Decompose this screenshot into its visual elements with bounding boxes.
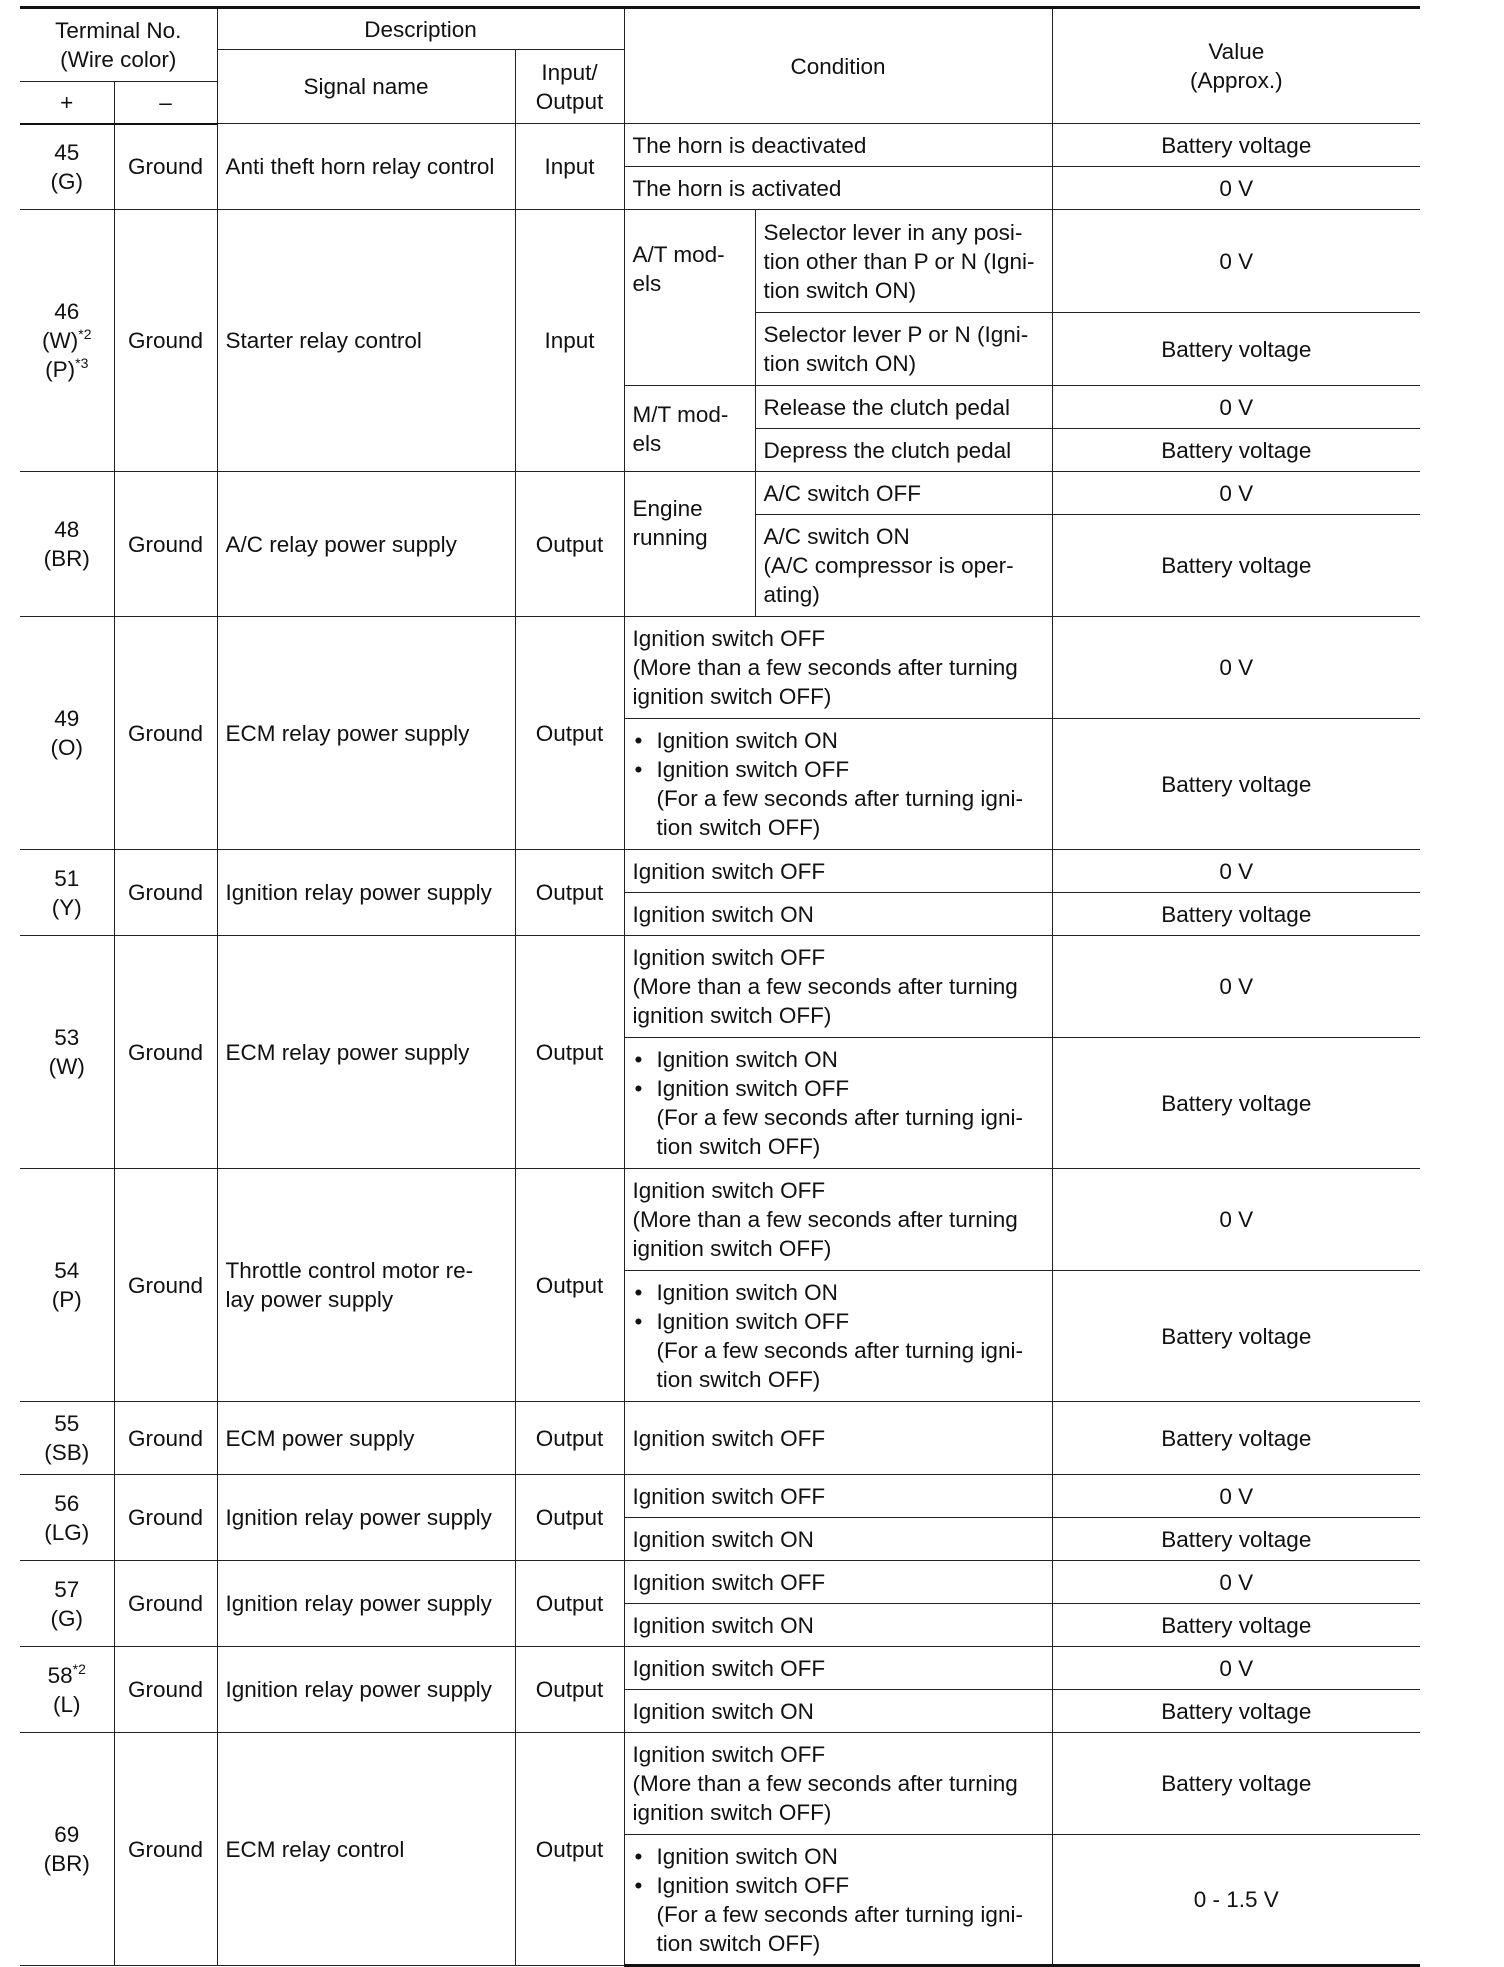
value: Battery voltage	[1052, 893, 1420, 936]
input-output: Output	[515, 1561, 624, 1647]
input-output: Input	[515, 124, 624, 210]
header-minus: –	[114, 82, 217, 124]
ground-terminal: Ground	[114, 1402, 217, 1475]
terminal-spec-document	[20, 6, 1420, 1967]
table-row	[20, 617, 1420, 719]
value: 0 V	[1052, 1475, 1420, 1518]
value: 0 V	[1052, 936, 1420, 1038]
terminal-number: 69 (BR)	[20, 1733, 114, 1966]
value: Battery voltage	[1052, 1402, 1420, 1475]
condition: Ignition switch OFF	[624, 1475, 1052, 1518]
signal-name: Ignition relay power supply	[217, 1475, 515, 1561]
signal-name: Ignition relay power supply	[217, 1561, 515, 1647]
value: 0 V	[1052, 386, 1420, 429]
signal-name: ECM power supply	[217, 1402, 515, 1475]
condition: Ignition switch OFF (More than a few seconds after turning ignition switch OFF)	[624, 1169, 1052, 1271]
table-row	[20, 1647, 1420, 1690]
value: Battery voltage	[1052, 124, 1420, 167]
condition: Ignition switch ON	[624, 1518, 1052, 1561]
input-output: Output	[515, 1733, 624, 1966]
condition: Ignition switch ON	[624, 893, 1052, 936]
wire-color: (P)	[45, 357, 76, 382]
table-row	[20, 1561, 1420, 1604]
table-row	[20, 210, 1420, 313]
signal-name: ECM relay power supply	[217, 936, 515, 1169]
condition: Ignition switch OFF	[624, 1561, 1052, 1604]
signal-name: ECM relay control	[217, 1733, 515, 1966]
header-description: Description	[217, 8, 624, 50]
list-item: • Ignition switch ON	[633, 1278, 1044, 1307]
condition: The horn is activated	[624, 167, 1052, 210]
value: Battery voltage	[1052, 429, 1420, 472]
input-output: Output	[515, 1402, 624, 1475]
ground-terminal: Ground	[114, 1561, 217, 1647]
condition: Selector lever P or N (Igni- tion switch ON)	[755, 313, 1052, 386]
terminal-number: 48 (BR)	[20, 472, 114, 617]
condition: Ignition switch ON	[624, 1604, 1052, 1647]
value: 0 V	[1052, 210, 1420, 313]
ground-terminal: Ground	[114, 472, 217, 617]
signal-name: Throttle control motor re- lay power supply	[217, 1169, 515, 1402]
terminal-number: 53 (W)	[20, 936, 114, 1169]
signal-name: Starter relay control	[217, 210, 515, 472]
value: Battery voltage	[1052, 1038, 1420, 1169]
condition: Ignition switch OFF (More than a few seconds after turning ignition switch OFF)	[624, 617, 1052, 719]
terminal-number: 57 (G)	[20, 1561, 114, 1647]
ground-terminal: Ground	[114, 210, 217, 472]
condition: Selector lever in any posi- tion other than P or N (Igni- tion switch ON)	[755, 210, 1052, 313]
condition-note: (For a few seconds after turning igni- tion switch OFF)	[656, 1105, 1023, 1159]
condition: Ignition switch OFF	[624, 1402, 1052, 1475]
condition: The horn is deactivated	[624, 124, 1052, 167]
condition: Ignition switch OFF (More than a few seconds after turning ignition switch OFF)	[624, 936, 1052, 1038]
table-row	[20, 1733, 1420, 1835]
terminal-number: 56 (LG)	[20, 1475, 114, 1561]
value: Battery voltage	[1052, 719, 1420, 850]
condition-list	[624, 719, 1052, 850]
signal-name: A/C relay power supply	[217, 472, 515, 617]
header-condition: Condition	[624, 8, 1052, 124]
list-item: • Ignition switch ON	[633, 726, 1044, 755]
value: Battery voltage	[1052, 1733, 1420, 1835]
ground-terminal: Ground	[114, 1733, 217, 1966]
condition: Ignition switch ON	[624, 1690, 1052, 1733]
value: Battery voltage	[1052, 313, 1420, 386]
list-item: • Ignition switch OFF	[633, 1307, 1044, 1336]
condition-note: (For a few seconds after turning igni- tion switch OFF)	[656, 786, 1023, 840]
input-output: Input	[515, 210, 624, 472]
value: 0 V	[1052, 1647, 1420, 1690]
condition-list	[624, 1271, 1052, 1402]
value: 0 V	[1052, 1561, 1420, 1604]
header-signal-name: Signal name	[217, 50, 515, 124]
table-row	[20, 936, 1420, 1038]
condition-list	[624, 1835, 1052, 1966]
header-input-output: Input/ Output	[515, 50, 624, 124]
value: Battery voltage	[1052, 1518, 1420, 1561]
footnote-mark: *3	[75, 355, 89, 371]
terminal-number: 55 (SB)	[20, 1402, 114, 1475]
condition: Ignition switch OFF (More than a few seconds after turning ignition switch OFF)	[624, 1733, 1052, 1835]
value: 0 V	[1052, 167, 1420, 210]
input-output: Output	[515, 850, 624, 936]
table-row	[20, 472, 1420, 515]
table-row	[20, 850, 1420, 893]
condition-group: M/T mod- els	[624, 386, 755, 472]
value: 0 V	[1052, 472, 1420, 515]
list-item: • Ignition switch ON	[633, 1045, 1044, 1074]
ground-terminal: Ground	[114, 936, 217, 1169]
terminal-number	[20, 210, 114, 472]
input-output: Output	[515, 936, 624, 1169]
wire-color: (L)	[53, 1691, 81, 1717]
signal-name: Ignition relay power supply	[217, 850, 515, 936]
table-row	[20, 1169, 1420, 1271]
ecm-terminal-table	[20, 6, 1420, 1967]
list-item: • Ignition switch ON	[633, 1842, 1044, 1871]
condition: Release the clutch pedal	[755, 386, 1052, 429]
condition: A/C switch OFF	[755, 472, 1052, 515]
ground-terminal: Ground	[114, 850, 217, 936]
condition: Depress the clutch pedal	[755, 429, 1052, 472]
signal-name: Anti theft horn relay control	[217, 124, 515, 210]
footnote-mark: *2	[72, 1660, 86, 1677]
value: Battery voltage	[1052, 515, 1420, 617]
condition-list	[624, 1038, 1052, 1169]
condition-note: (For a few seconds after turning igni- tion switch OFF)	[656, 1901, 1023, 1956]
terminal-number	[20, 1647, 114, 1733]
ground-terminal: Ground	[114, 1647, 217, 1733]
value: Battery voltage	[1052, 1604, 1420, 1647]
list-item: • Ignition switch OFF	[633, 1871, 1044, 1900]
value: 0 V	[1052, 850, 1420, 893]
input-output: Output	[515, 617, 624, 850]
header-terminal: Terminal No. (Wire color)	[20, 8, 217, 82]
table-row	[20, 124, 1420, 167]
header-plus: +	[20, 82, 114, 124]
ground-terminal: Ground	[114, 124, 217, 210]
condition-group: Engine running	[624, 472, 755, 617]
signal-name: Ignition relay power supply	[217, 1647, 515, 1733]
input-output: Output	[515, 472, 624, 617]
wire-color: (W)	[42, 328, 79, 353]
terminal-number: 54 (P)	[20, 1169, 114, 1402]
condition: A/C switch ON (A/C compressor is oper- ating)	[755, 515, 1052, 617]
ground-terminal: Ground	[114, 617, 217, 850]
terminal-number: 45 (G)	[20, 124, 114, 210]
ground-terminal: Ground	[114, 1475, 217, 1561]
header-value: Value (Approx.)	[1052, 8, 1420, 124]
input-output: Output	[515, 1169, 624, 1402]
list-item: • Ignition switch OFF	[633, 1074, 1044, 1103]
condition: Ignition switch OFF	[624, 1647, 1052, 1690]
list-item: • Ignition switch OFF	[633, 755, 1044, 784]
input-output: Output	[515, 1475, 624, 1561]
ground-terminal: Ground	[114, 1169, 217, 1402]
condition: Ignition switch OFF	[624, 850, 1052, 893]
table-row	[20, 1475, 1420, 1518]
condition-note: (For a few seconds after turning igni- tion switch OFF)	[656, 1338, 1023, 1392]
value: Battery voltage	[1052, 1271, 1420, 1402]
value: 0 - 1.5 V	[1052, 1835, 1420, 1966]
terminal-number: 49 (O)	[20, 617, 114, 850]
terminal-num: 46	[54, 299, 80, 324]
condition-group: A/T mod- els	[624, 210, 755, 386]
terminal-num: 58	[47, 1662, 73, 1688]
terminal-number: 51 (Y)	[20, 850, 114, 936]
value: 0 V	[1052, 1169, 1420, 1271]
value: Battery voltage	[1052, 1690, 1420, 1733]
value: 0 V	[1052, 617, 1420, 719]
input-output: Output	[515, 1647, 624, 1733]
table-row	[20, 1402, 1420, 1475]
footnote-mark: *2	[78, 326, 92, 342]
signal-name: ECM relay power supply	[217, 617, 515, 850]
